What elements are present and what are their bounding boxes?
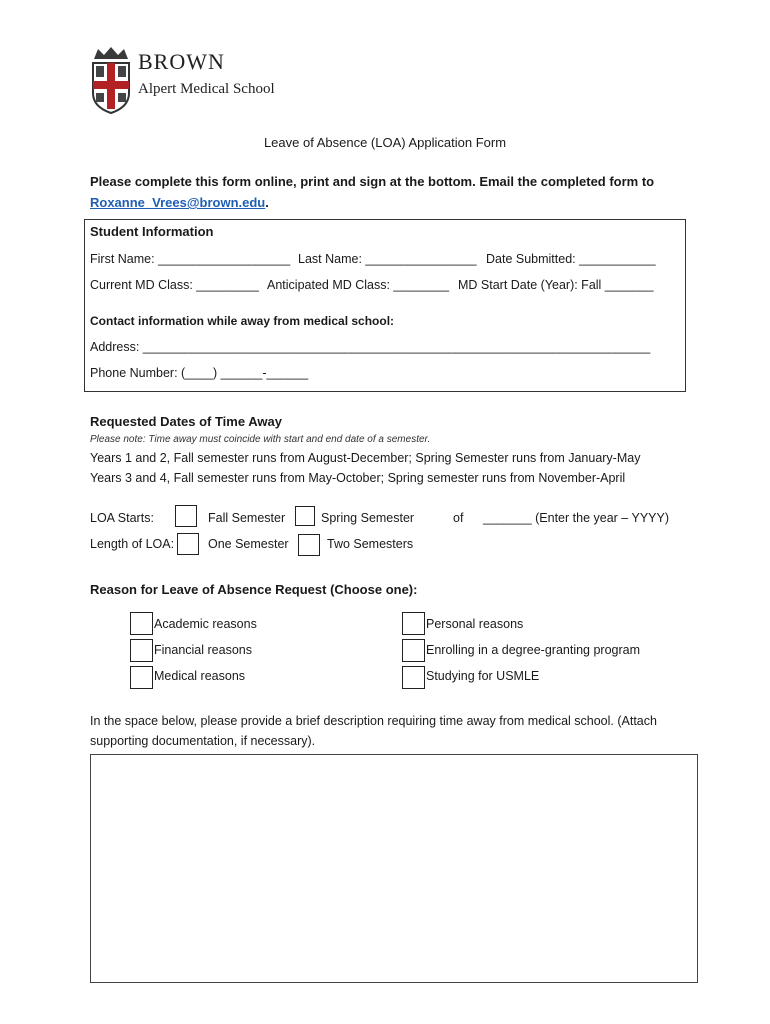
- reason-heading: Reason for Leave of Absence Request (Choose one):: [90, 582, 418, 597]
- current-md-class-field[interactable]: Current MD Class: _________: [90, 278, 259, 292]
- spring-semester-checkbox[interactable]: [295, 506, 315, 526]
- studying-usmle-checkbox[interactable]: [402, 666, 425, 689]
- first-name-field[interactable]: First Name: ___________________: [90, 252, 291, 266]
- academic-reasons-label: Academic reasons: [154, 617, 257, 631]
- anticipated-md-class-field[interactable]: Anticipated MD Class: ________: [267, 278, 450, 292]
- financial-reasons-checkbox[interactable]: [130, 639, 153, 662]
- two-semesters-checkbox[interactable]: [298, 534, 320, 556]
- dates-heading: Requested Dates of Time Away: [90, 414, 282, 429]
- brown-logo: [90, 45, 280, 115]
- of-label: of: [453, 511, 464, 525]
- personal-reasons-label: Personal reasons: [426, 617, 524, 631]
- two-semesters-label: Two Semesters: [327, 537, 414, 551]
- dates-note: Please note: Time away must coincide with start and end date of a semester.: [90, 434, 431, 445]
- date-submitted-field[interactable]: Date Submitted: ___________: [486, 252, 656, 266]
- description-line-1: In the space below, please provide a brief description requiring time away from medical school. (Attach: [90, 714, 657, 728]
- md-start-date-field[interactable]: MD Start Date (Year): Fall _______: [458, 278, 654, 292]
- semester-line-2: Years 3 and 4, Fall semester runs from May-October; Spring semester runs from November-April: [90, 471, 626, 485]
- one-semester-checkbox[interactable]: [177, 533, 199, 555]
- last-name-field[interactable]: Last Name: ________________: [298, 252, 477, 266]
- enrolling-program-checkbox[interactable]: [402, 639, 425, 662]
- medical-reasons-label: Medical reasons: [154, 669, 246, 683]
- student-info-heading: Student Information: [90, 224, 214, 239]
- instructions-text: Please complete this form online, print and sign at the bottom. Email the completed form to: [90, 174, 655, 189]
- year-field[interactable]: _______ (Enter the year – YYYY): [483, 511, 669, 525]
- contact-heading: Contact information while away from medical school:: [90, 314, 395, 328]
- instructions: [90, 171, 654, 213]
- description-textarea[interactable]: [90, 754, 698, 983]
- studying-usmle-label: Studying for USMLE: [426, 669, 540, 683]
- medical-reasons-checkbox[interactable]: [130, 666, 153, 689]
- personal-reasons-checkbox[interactable]: [402, 612, 425, 635]
- description-line-2: supporting documentation, if necessary).: [90, 734, 316, 748]
- phone-field[interactable]: Phone Number: (____) ______-______: [90, 366, 309, 380]
- enrolling-program-label: Enrolling in a degree-granting program: [426, 643, 641, 657]
- brown-shield-icon: [90, 45, 132, 115]
- email-link[interactable]: Roxanne_Vrees@brown.edu: [90, 195, 266, 210]
- address-field[interactable]: Address: _________________________________________________________________________: [90, 340, 651, 354]
- fall-semester-checkbox[interactable]: [175, 505, 197, 527]
- page-title: Leave of Absence (LOA) Application Form: [263, 135, 507, 150]
- financial-reasons-label: Financial reasons: [154, 643, 252, 657]
- one-semester-label: One Semester: [208, 537, 289, 551]
- loa-starts-label: LOA Starts:: [90, 511, 154, 525]
- logo-subtitle: Alpert Medical School: [138, 81, 275, 97]
- logo-name: BROWN: [138, 49, 225, 74]
- instructions-period: .: [265, 195, 269, 210]
- fall-semester-label: Fall Semester: [208, 511, 286, 525]
- academic-reasons-checkbox[interactable]: [130, 612, 153, 635]
- semester-line-1: Years 1 and 2, Fall semester runs from August-December; Spring Semester runs from January-May: [90, 451, 641, 465]
- length-of-loa-label: Length of LOA:: [90, 537, 175, 551]
- spring-semester-label: Spring Semester: [321, 511, 415, 525]
